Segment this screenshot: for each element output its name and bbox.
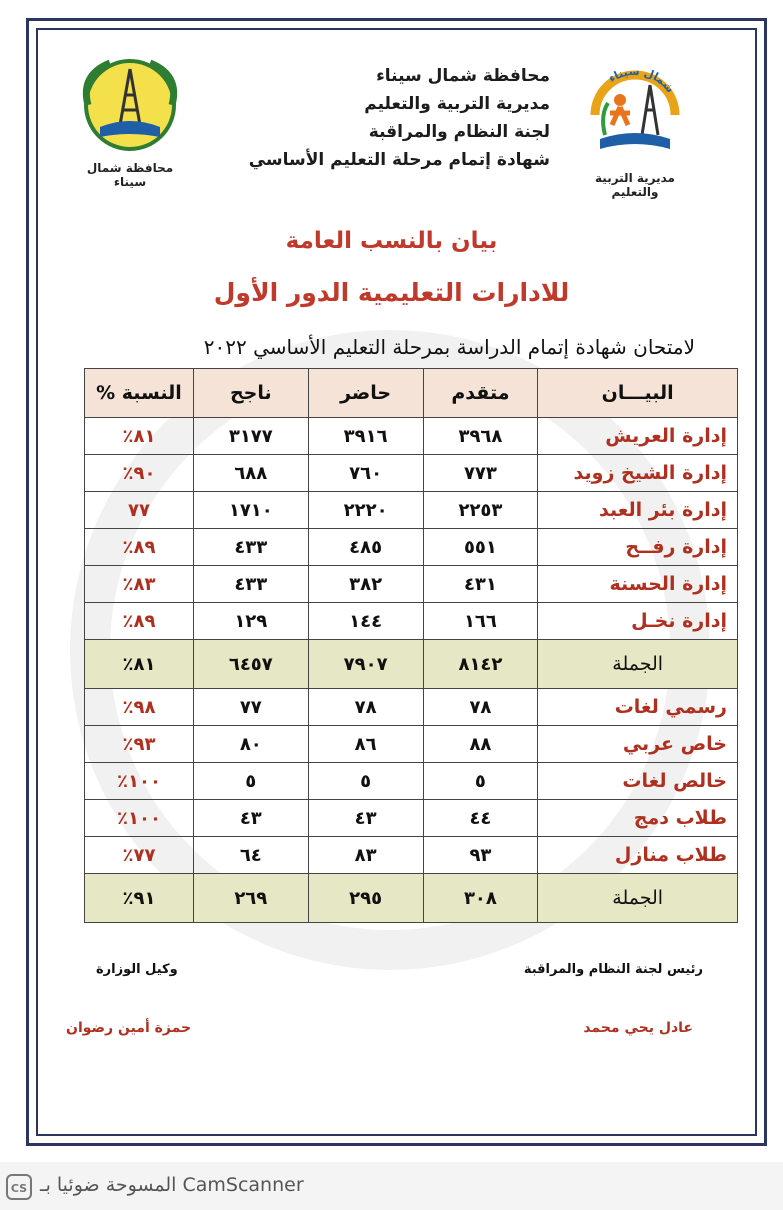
cell-present: ٤٣ xyxy=(308,800,423,837)
table-row xyxy=(85,726,738,763)
table-row xyxy=(85,492,738,529)
row-label: خالص لغات xyxy=(538,763,738,800)
row-label: طلاب دمج xyxy=(538,800,738,837)
table-total-row xyxy=(85,640,738,689)
table-row xyxy=(85,603,738,640)
signature-committee-name: عادل يحي محمد xyxy=(583,1020,693,1036)
table-row xyxy=(85,455,738,492)
svg-text:شمال سيناء xyxy=(606,65,677,95)
scanner-footer-text: المسوحة ضوئيا بـ CamScanner xyxy=(40,1174,304,1196)
total-label: الجملة xyxy=(538,874,738,923)
cell-passed: ٤٣ xyxy=(193,800,308,837)
table-total-row xyxy=(85,874,738,923)
cell-percent: ٩٣٪ xyxy=(85,726,194,763)
cell-percent: ٨١٪ xyxy=(85,418,194,455)
directorate-emblem-icon xyxy=(580,55,690,165)
directorate-ring-text: شمال سيناء xyxy=(606,64,677,96)
cell-present: ٨٦ xyxy=(308,726,423,763)
row-label: إدارة بئر العبد xyxy=(538,492,738,529)
letterhead-line-governorate: محافظة شمال سيناء xyxy=(376,66,550,86)
cell-applied: ٤٣١ xyxy=(423,566,538,603)
header-present: حاضر xyxy=(308,369,423,418)
cell-applied: ٤٤ xyxy=(423,800,538,837)
signature-undersecretary-title: وكيل الوزارة xyxy=(96,962,178,977)
cell-present: ٤٨٥ xyxy=(308,529,423,566)
letterhead xyxy=(230,62,550,174)
row-label: رسمي لغات xyxy=(538,689,738,726)
cell-passed: ٦٨٨ xyxy=(193,455,308,492)
cell-applied: ٨٨ xyxy=(423,726,538,763)
scanner-footer xyxy=(0,1162,783,1210)
cell-passed: ٤٣٣ xyxy=(193,529,308,566)
letterhead-line-committee: لجنة النظام والمراقبة xyxy=(368,122,550,142)
directorate-logo xyxy=(570,55,700,199)
header-statement: البيـــان xyxy=(538,369,738,418)
cell-present: ٨٣ xyxy=(308,837,423,874)
row-label: إدارة العريش xyxy=(538,418,738,455)
cell-passed: ٤٣٣ xyxy=(193,566,308,603)
signature-committee-title: رئيس لجنة النظام والمراقبة xyxy=(523,962,703,977)
letterhead-line-directorate: مديرية التربية والتعليم xyxy=(364,94,550,114)
total-present: ٢٩٥ xyxy=(308,874,423,923)
cell-applied: ٧٧٣ xyxy=(423,455,538,492)
total-applied: ٨١٤٢ xyxy=(423,640,538,689)
table-header-row xyxy=(85,369,738,418)
cell-passed: ١٧١٠ xyxy=(193,492,308,529)
header-percent: النسبة % xyxy=(85,369,194,418)
cell-present: ٧٦٠ xyxy=(308,455,423,492)
row-label: خاص عربي xyxy=(538,726,738,763)
cell-passed: ٣١٧٧ xyxy=(193,418,308,455)
total-percent: ٩١٪ xyxy=(85,874,194,923)
cell-present: ٥ xyxy=(308,763,423,800)
cell-applied: ٣٩٦٨ xyxy=(423,418,538,455)
table-row xyxy=(85,837,738,874)
cell-present: ٣٨٢ xyxy=(308,566,423,603)
total-applied: ٣٠٨ xyxy=(423,874,538,923)
cell-applied: ٢٢٥٣ xyxy=(423,492,538,529)
cell-passed: ٧٧ xyxy=(193,689,308,726)
cell-percent: ١٠٠٪ xyxy=(85,763,194,800)
cell-percent: ٩٠٪ xyxy=(85,455,194,492)
row-label: إدارة رفــح xyxy=(538,529,738,566)
total-passed: ٦٤٥٧ xyxy=(193,640,308,689)
table-row xyxy=(85,689,738,726)
cell-percent: ١٠٠٪ xyxy=(85,800,194,837)
results-table xyxy=(84,368,738,923)
cell-applied: ٥٥١ xyxy=(423,529,538,566)
letterhead-line-certificate: شهادة إتمام مرحلة التعليم الأساسي xyxy=(248,150,550,170)
directorate-logo-caption: مديرية التربية والتعليم xyxy=(595,171,675,199)
cell-percent: ٩٨٪ xyxy=(85,689,194,726)
cell-applied: ١٦٦ xyxy=(423,603,538,640)
signature-undersecretary-name: حمزة أمين رضوان xyxy=(66,1020,192,1036)
table-row xyxy=(85,566,738,603)
table-row xyxy=(85,418,738,455)
cell-passed: ١٢٩ xyxy=(193,603,308,640)
total-percent: ٨١٪ xyxy=(85,640,194,689)
document-subtitle: للادارات التعليمية الدور الأول xyxy=(213,278,570,307)
cell-applied: ٩٣ xyxy=(423,837,538,874)
document-title: بيان بالنسب العامة xyxy=(285,228,498,254)
row-label: إدارة الشيخ زويد xyxy=(538,455,738,492)
cell-percent: ٧٧٪ xyxy=(85,837,194,874)
row-label: إدارة نخـل xyxy=(538,603,738,640)
total-present: ٧٩٠٧ xyxy=(308,640,423,689)
cell-applied: ٥ xyxy=(423,763,538,800)
governorate-emblem-icon xyxy=(70,55,190,155)
total-passed: ٢٦٩ xyxy=(193,874,308,923)
cell-percent: ٧٧ xyxy=(85,492,194,529)
row-label: إدارة الحسنة xyxy=(538,566,738,603)
header-applied: متقدم xyxy=(423,369,538,418)
cell-percent: ٨٩٪ xyxy=(85,603,194,640)
document-exam-line: لامتحان شهادة إتمام الدراسة بمرحلة التعليم الأساسي ٢٠٢٢ xyxy=(203,335,695,359)
table-row xyxy=(85,800,738,837)
camscanner-icon: CS xyxy=(6,1174,32,1200)
cell-present: ٢٢٢٠ xyxy=(308,492,423,529)
cell-passed: ٥ xyxy=(193,763,308,800)
header-passed: ناجح xyxy=(193,369,308,418)
table-row xyxy=(85,763,738,800)
cell-applied: ٧٨ xyxy=(423,689,538,726)
row-label: طلاب منازل xyxy=(538,837,738,874)
governorate-logo-caption: محافظة شمال سيناء xyxy=(86,161,174,189)
total-label: الجملة xyxy=(538,640,738,689)
cell-percent: ٨٣٪ xyxy=(85,566,194,603)
cell-passed: ٦٤ xyxy=(193,837,308,874)
cell-passed: ٨٠ xyxy=(193,726,308,763)
cell-percent: ٨٩٪ xyxy=(85,529,194,566)
table-row xyxy=(85,529,738,566)
cell-present: ٣٩١٦ xyxy=(308,418,423,455)
governorate-logo xyxy=(70,55,190,189)
cell-present: ١٤٤ xyxy=(308,603,423,640)
cell-present: ٧٨ xyxy=(308,689,423,726)
